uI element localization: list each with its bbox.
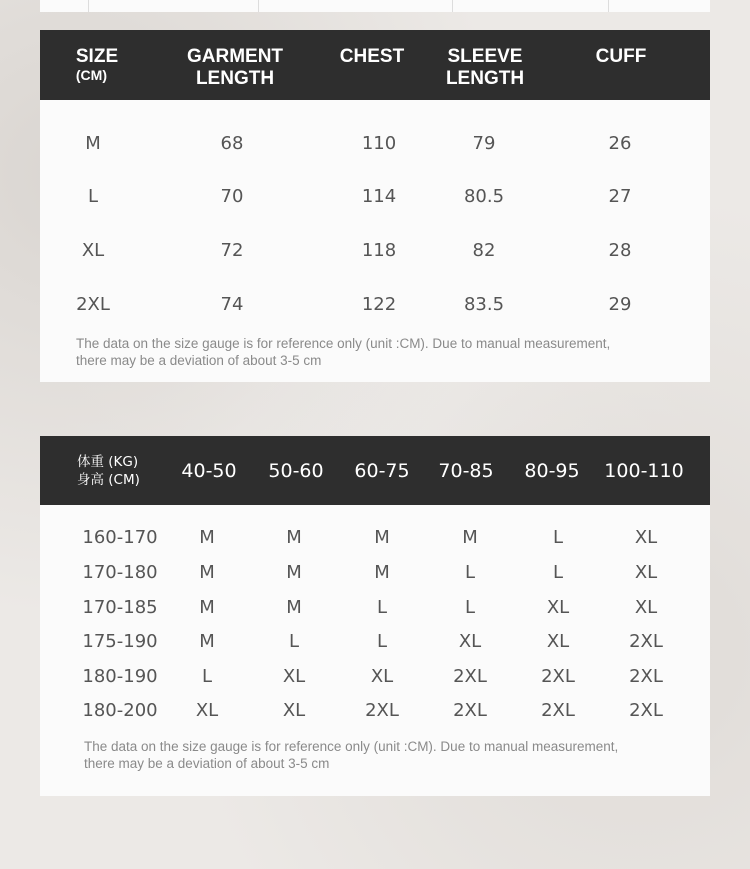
size-cell: XL <box>81 240 105 261</box>
recommended-size-cell: M <box>286 597 302 618</box>
recommended-size-cell: XL <box>458 631 482 652</box>
size-chart-header <box>40 30 710 100</box>
header-cuff <box>596 46 647 68</box>
recommended-size-cell: L <box>464 597 476 618</box>
height-range-cell: 175-190 <box>82 631 158 652</box>
sleeve-length-cell: 80.5 <box>463 186 505 207</box>
divider <box>258 0 259 12</box>
header-sleeve-length-line1: SLEEVE <box>447 46 523 67</box>
height-range-cell: 170-185 <box>82 597 158 618</box>
recommended-size-cell: L <box>288 631 300 652</box>
recommended-size-cell: 2XL <box>629 666 663 687</box>
divider <box>88 0 89 12</box>
recommended-size-cell: M <box>199 527 215 548</box>
recommended-size-cell: 2XL <box>541 666 575 687</box>
chest-cell: 114 <box>361 186 397 207</box>
weight-column-header: 70-85 <box>438 460 494 482</box>
size-cell: 2XL <box>76 294 110 315</box>
note-line: there may be a deviation of about 3-5 cm <box>76 353 322 368</box>
size-chart-note <box>76 335 676 369</box>
recommended-size-cell: XL <box>634 562 658 583</box>
recommended-size-cell: M <box>286 562 302 583</box>
size-cell: M <box>85 133 101 154</box>
recommended-size-cell: 2XL <box>541 700 575 721</box>
recommended-size-cell: 2XL <box>629 631 663 652</box>
recommended-size-cell: M <box>374 562 390 583</box>
sleeve-length-cell: 83.5 <box>463 294 505 315</box>
recommended-size-cell: M <box>462 527 478 548</box>
garment-length-cell: 70 <box>220 186 244 207</box>
chest-cell: 110 <box>361 133 397 154</box>
recommended-size-cell: M <box>199 631 215 652</box>
note-line: The data on the size gauge is for reference only (unit :CM). Due to manual measurement, <box>84 739 619 754</box>
header-sleeve-length-line2: LENGTH <box>445 68 525 89</box>
chest-cell: 118 <box>361 240 397 261</box>
sleeve-length-cell: 79 <box>472 133 496 154</box>
recommended-size-cell: 2XL <box>365 700 399 721</box>
recommended-size-cell: L <box>552 562 564 583</box>
garment-length-cell: 72 <box>220 240 244 261</box>
header-chest-label: CHEST <box>339 46 405 67</box>
divider <box>452 0 453 12</box>
weight-label: 体重 (KG) <box>77 454 139 470</box>
chest-cell: 122 <box>361 294 397 315</box>
recommended-size-cell: XL <box>282 700 306 721</box>
header-size-unit: (CM) <box>75 67 107 83</box>
recommended-size-cell: L <box>376 631 388 652</box>
recommended-size-cell: XL <box>634 527 658 548</box>
weight-column-header: 60-75 <box>354 460 410 482</box>
cuff-cell: 28 <box>608 240 632 261</box>
recommended-size-cell: L <box>376 597 388 618</box>
header-garment-length-line1: GARMENT <box>186 46 284 67</box>
size-chart-table <box>40 30 710 382</box>
recommended-size-cell: M <box>199 562 215 583</box>
header-chest <box>340 46 404 68</box>
fit-chart-note <box>84 738 684 772</box>
header-cuff-label: CUFF <box>595 46 647 67</box>
recommended-size-cell: XL <box>546 631 570 652</box>
divider <box>608 0 609 12</box>
weight-height-corner <box>77 453 140 489</box>
recommended-size-cell: M <box>286 527 302 548</box>
height-range-cell: 160-170 <box>82 527 158 548</box>
recommended-size-cell: XL <box>634 597 658 618</box>
header-sleeve-length <box>446 46 524 90</box>
header-garment-length-line2: LENGTH <box>195 68 275 89</box>
garment-length-cell: 74 <box>220 294 244 315</box>
recommended-size-cell: L <box>201 666 213 687</box>
recommended-size-cell: M <box>199 597 215 618</box>
header-size <box>76 46 118 82</box>
recommended-size-cell: XL <box>546 597 570 618</box>
garment-length-cell: 68 <box>220 133 244 154</box>
weight-column-header: 50-60 <box>268 460 324 482</box>
recommended-size-cell: 2XL <box>629 700 663 721</box>
cuff-cell: 27 <box>608 186 632 207</box>
height-range-cell: 170-180 <box>82 562 158 583</box>
size-cell: L <box>87 186 99 207</box>
recommended-size-cell: 2XL <box>453 700 487 721</box>
recommended-size-cell: XL <box>195 700 219 721</box>
recommended-size-cell: M <box>374 527 390 548</box>
cuff-cell: 26 <box>608 133 632 154</box>
sleeve-length-cell: 82 <box>472 240 496 261</box>
recommended-size-cell: 2XL <box>453 666 487 687</box>
weight-column-header: 100-110 <box>604 460 684 482</box>
cuff-cell: 29 <box>608 294 632 315</box>
height-range-cell: 180-190 <box>82 666 158 687</box>
height-range-cell: 180-200 <box>82 700 158 721</box>
recommended-size-cell: XL <box>282 666 306 687</box>
height-label: 身高 (CM) <box>77 472 140 488</box>
weight-column-header: 80-95 <box>524 460 580 482</box>
recommended-size-cell: XL <box>370 666 394 687</box>
header-size-label: SIZE <box>75 46 119 67</box>
fit-chart-table <box>40 436 710 796</box>
header-garment-length <box>187 46 283 90</box>
previous-section-edge <box>40 0 710 12</box>
fit-chart-header <box>40 436 710 505</box>
recommended-size-cell: L <box>464 562 476 583</box>
weight-column-header: 40-50 <box>181 460 237 482</box>
note-line: The data on the size gauge is for reference only (unit :CM). Due to manual measurement, <box>76 336 611 351</box>
note-line: there may be a deviation of about 3-5 cm <box>84 756 330 771</box>
recommended-size-cell: L <box>552 527 564 548</box>
